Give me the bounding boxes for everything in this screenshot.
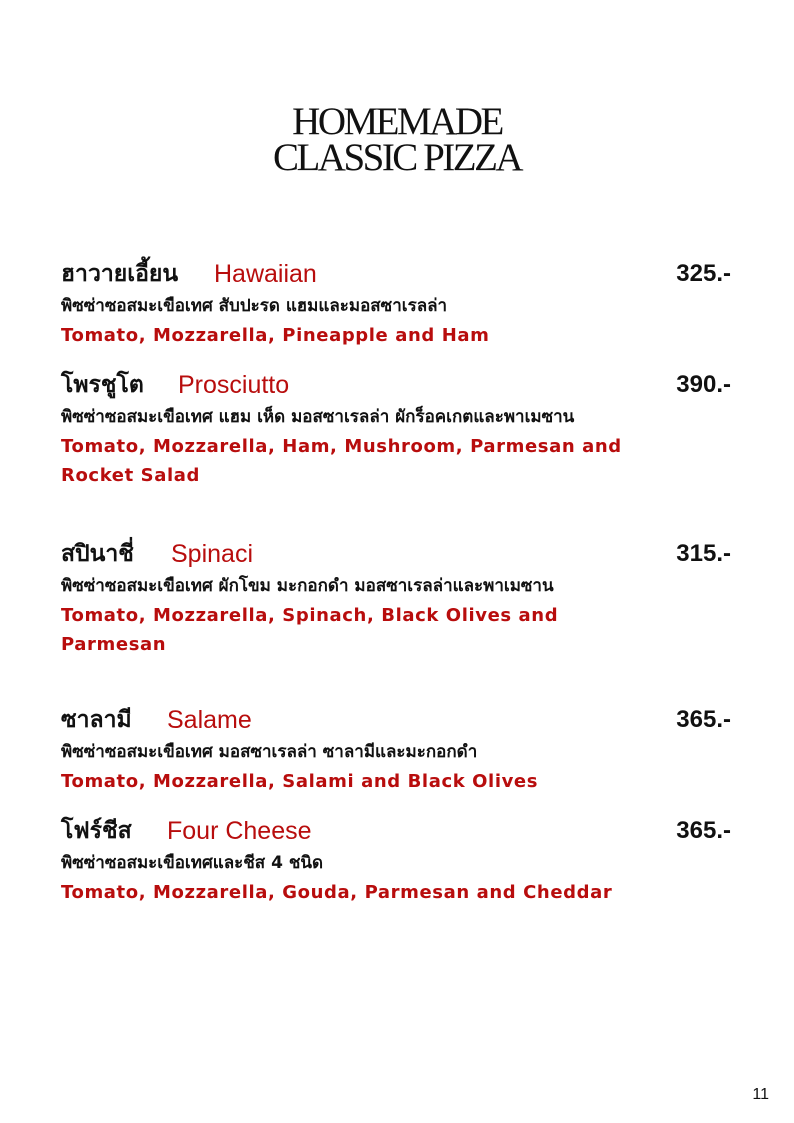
item-price: 365.- xyxy=(676,706,731,733)
item-price: 325.- xyxy=(676,260,731,287)
item-thai-description: พิซซ่าซอสมะเขือเทศ แฮม เห็ด มอสซาเรลล่า ผักร็อคเกตและพาเมซาน xyxy=(61,407,575,427)
item-thai-description: พิซซ่าซอสมะเขือเทศ มอสซาเรลล่า ซาลามีและมะกอกดำ xyxy=(61,742,478,762)
menu-item-spinaci xyxy=(61,538,731,659)
item-price: 390.- xyxy=(676,371,731,398)
item-thai-description: พิซซ่าซอสมะเขือเทศ สับปะรด แฮมและมอสซาเรลล่า xyxy=(61,296,448,316)
item-english-description: Tomato, Mozzarella, Salami and Black Olives xyxy=(61,771,539,792)
menu-item-four-cheese xyxy=(61,815,731,907)
item-thai-description: พิซซ่าซอสมะเขือเทศและชีส 4 ชนิด xyxy=(61,853,324,873)
menu-item-salame xyxy=(61,704,731,796)
item-price: 315.- xyxy=(676,540,731,567)
item-thai-name: โพรชูโต xyxy=(61,372,144,398)
item-english-name: Four Cheese xyxy=(167,817,312,845)
menu-title-line1: HOMEMADE xyxy=(292,100,502,143)
item-english-name: Spinaci xyxy=(171,540,253,568)
item-english-name: Hawaiian xyxy=(214,260,317,288)
menu-item-hawaiian xyxy=(61,258,731,350)
menu-item-prosciutto xyxy=(61,369,731,490)
item-price: 365.- xyxy=(676,817,731,844)
item-thai-name: ซาลามี xyxy=(61,707,132,733)
item-thai-name: โฟร์ชีส xyxy=(61,818,132,844)
item-thai-name: สปินาชี่ xyxy=(61,541,134,567)
menu-title-line2: CLASSIC PIZZA xyxy=(272,136,522,179)
page-number: 11 xyxy=(752,1086,769,1103)
item-thai-name: ฮาวายเอี้ยน xyxy=(61,261,179,287)
menu-title xyxy=(0,100,794,179)
item-english-name: Prosciutto xyxy=(178,371,290,399)
item-english-description: Tomato, Mozzarella, Ham, Mushroom, Parmesan and Rocket Salad xyxy=(61,436,622,486)
item-english-description: Tomato, Mozzarella, Spinach, Black Olives and Parmesan xyxy=(61,605,559,655)
item-english-name: Salame xyxy=(167,706,252,734)
item-english-description: Tomato, Mozzarella, Gouda, Parmesan and Cheddar xyxy=(61,882,613,903)
item-thai-description: พิซซ่าซอสมะเขือเทศ ผักโขม มะกอกดำ มอสซาเรลล่าและพาเมซาน xyxy=(61,576,554,596)
item-english-description: Tomato, Mozzarella, Pineapple and Ham xyxy=(61,325,490,346)
